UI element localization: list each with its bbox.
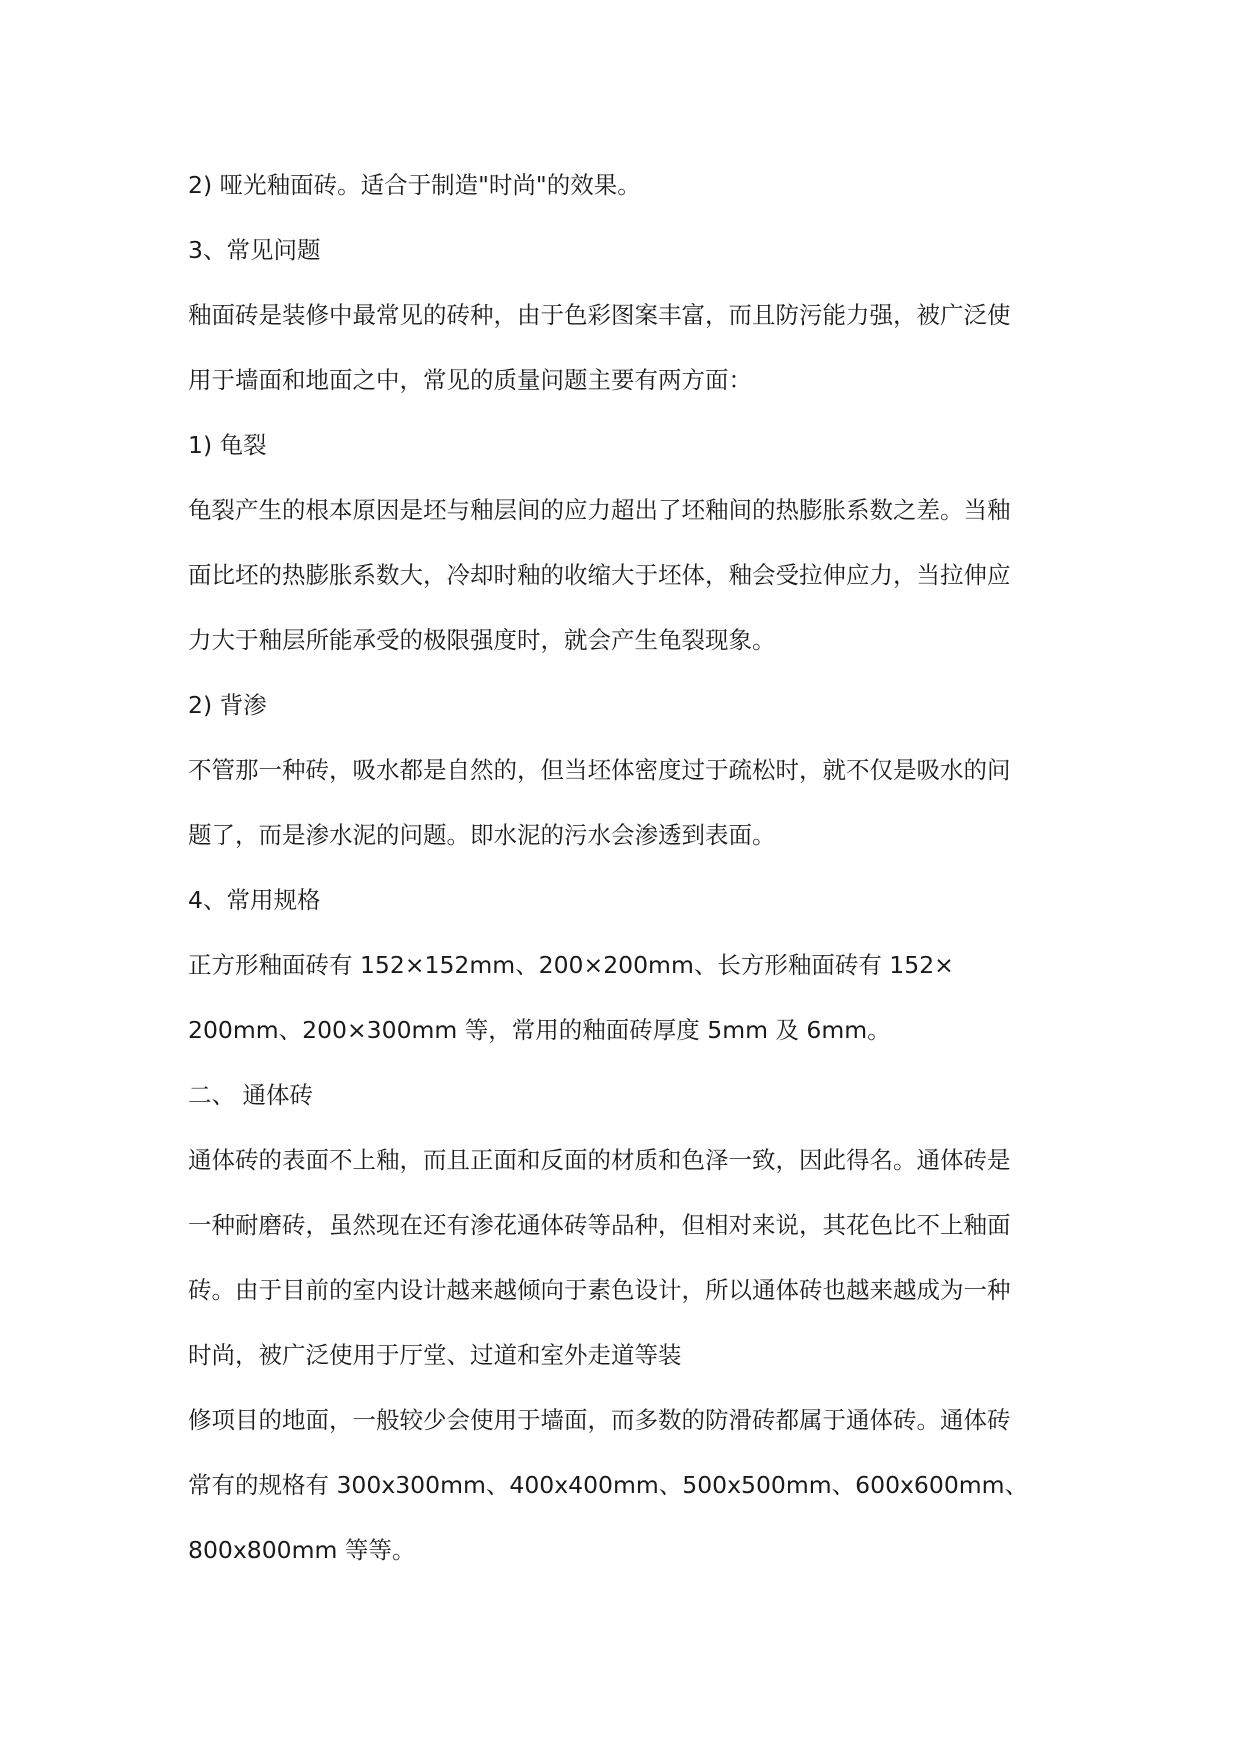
paragraph-line: 不管那一种砖，吸水都是自然的，但当坯体密度过于疏松时，就不仅是吸水的问 bbox=[188, 756, 1011, 784]
paragraph-line: 正方形釉面砖有 152×152mm、200×200mm、长方形釉面砖有 152× bbox=[188, 951, 954, 979]
section-heading-common-problems: 3、常见问题 bbox=[188, 236, 321, 264]
paragraph-line: 用于墙面和地面之中，常见的质量问题主要有两方面： bbox=[188, 366, 752, 394]
paragraph-line: 釉面砖是装修中最常见的砖种，由于色彩图案丰富，而且防污能力强，被广泛使 bbox=[188, 301, 1011, 329]
paragraph-line: 力大于釉层所能承受的极限强度时，就会产生龟裂现象。 bbox=[188, 626, 776, 654]
paragraph-line: 800x800mm 等等。 bbox=[188, 1536, 416, 1564]
paragraph-line: 面比坯的热膨胀系数大，冷却时釉的收缩大于坯体，釉会受拉伸应力，当拉伸应 bbox=[188, 561, 1011, 589]
paragraph-line: 砖。由于目前的室内设计越来越倾向于素色设计，所以通体砖也越来越成为一种 bbox=[188, 1276, 1011, 1304]
section-heading-through-body-tile: 二、 通体砖 bbox=[188, 1081, 313, 1109]
paragraph-line: 龟裂产生的根本原因是坯与釉层间的应力超出了坯釉间的热膨胀系数之差。当釉 bbox=[188, 496, 1011, 524]
list-item-cracking: 1) 龟裂 bbox=[188, 431, 267, 459]
paragraph-line: 题了，而是渗水泥的问题。即水泥的污水会渗透到表面。 bbox=[188, 821, 776, 849]
list-item-back-seepage: 2) 背渗 bbox=[188, 691, 267, 719]
paragraph-line: 200mm、200×300mm 等，常用的釉面砖厚度 5mm 及 6mm。 bbox=[188, 1016, 891, 1044]
list-item-matte-glazed-tile: 2) 哑光釉面砖。适合于制造"时尚"的效果。 bbox=[188, 171, 641, 199]
section-heading-common-specs: 4、常用规格 bbox=[188, 886, 321, 914]
paragraph-line: 通体砖的表面不上釉，而且正面和反面的材质和色泽一致，因此得名。通体砖是 bbox=[188, 1146, 1011, 1174]
paragraph-line: 常有的规格有 300x300mm、400x400mm、500x500mm、600x600mm、 bbox=[188, 1471, 1029, 1499]
paragraph-line: 修项目的地面，一般较少会使用于墙面，而多数的防滑砖都属于通体砖。通体砖 bbox=[188, 1406, 1011, 1434]
paragraph-line: 时尚，被广泛使用于厅堂、过道和室外走道等装 bbox=[188, 1341, 682, 1369]
paragraph-line: 一种耐磨砖，虽然现在还有渗花通体砖等品种，但相对来说，其花色比不上釉面 bbox=[188, 1211, 1011, 1239]
